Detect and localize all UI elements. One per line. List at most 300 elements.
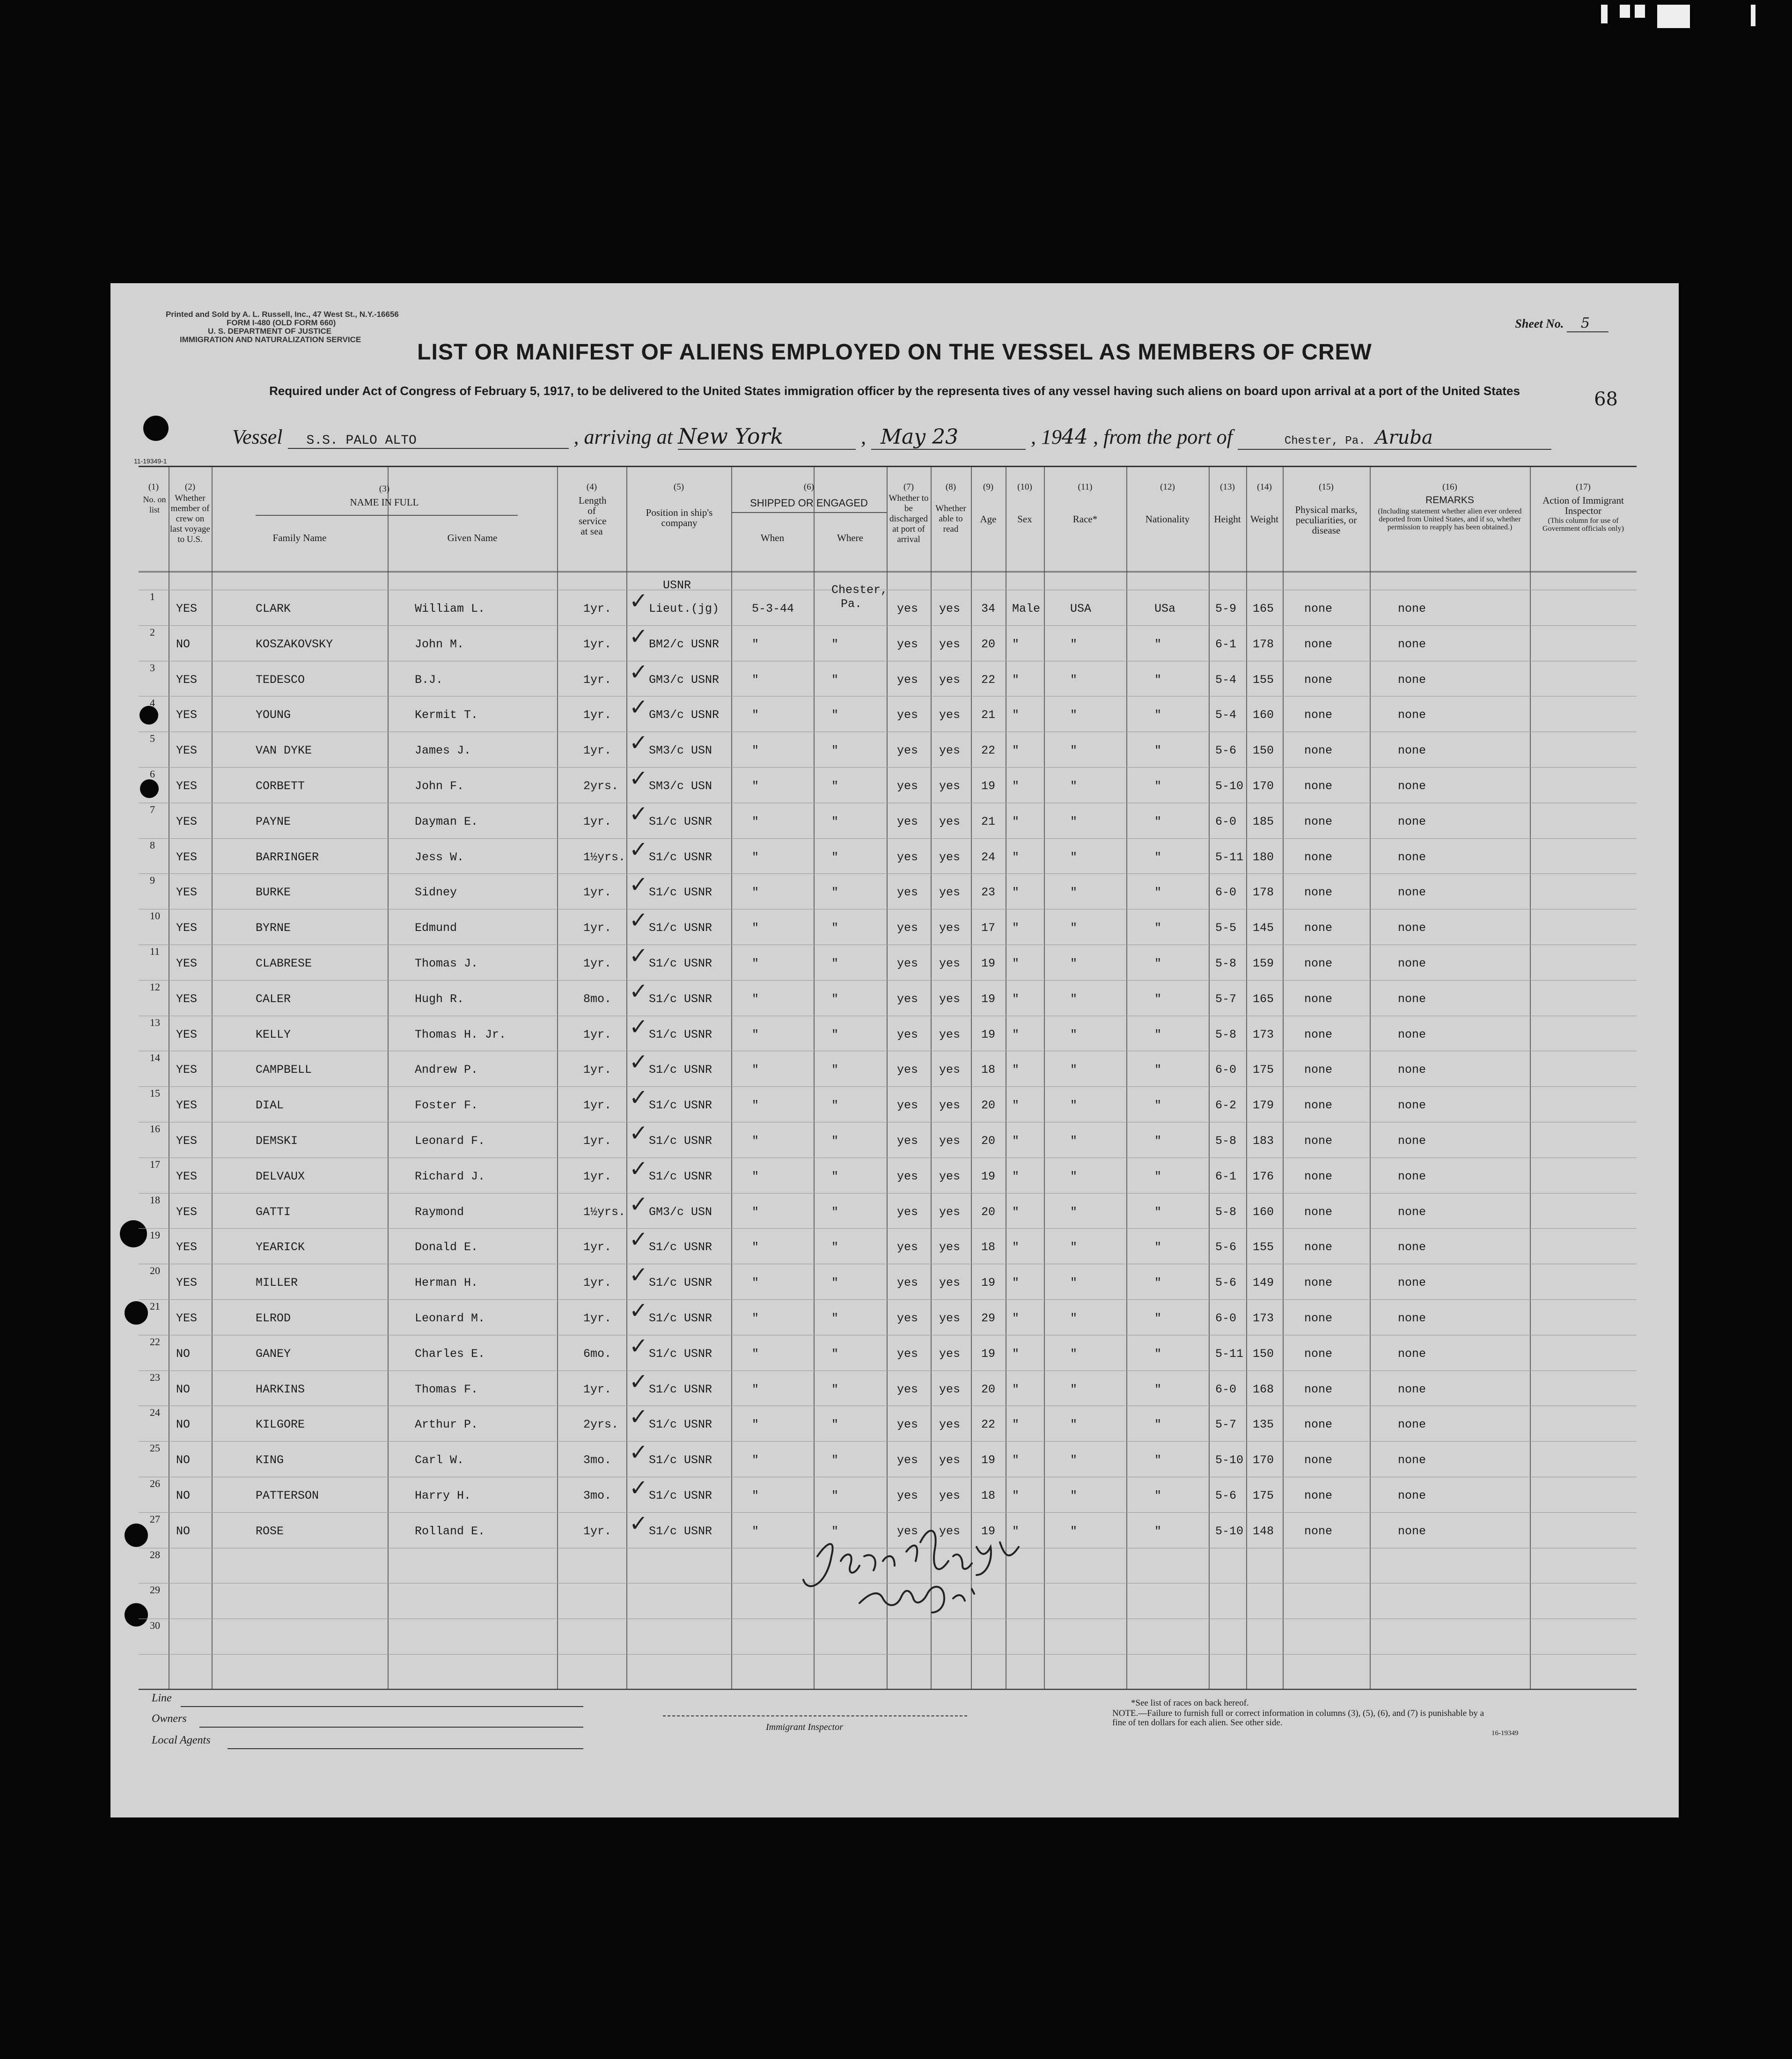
race-cell: " (1070, 1240, 1078, 1254)
manifest-page (110, 283, 1679, 1817)
remarks-cell: none (1398, 1169, 1426, 1183)
given-name-cell: Leonard M. (415, 1312, 485, 1325)
arriving-label: , arriving at (573, 425, 673, 448)
discharge-cell: yes (897, 1489, 918, 1502)
service-cell: 1yr. (583, 921, 612, 935)
row-number: 14 (150, 1052, 160, 1064)
inspector-label: Immigrant Inspector (766, 1722, 843, 1732)
checkmark-icon: ✓ (629, 836, 648, 863)
marks-cell: none (1304, 779, 1333, 793)
col5-label: Position in ship's company (646, 507, 713, 528)
shipped-when-cell: " (752, 957, 759, 970)
race-cell: " (1070, 637, 1078, 651)
vessel-line: Vessel S.S. PALO ALTO , arriving at New York , May 23 , 1944 , from the port of Chester, Pa. Aruba (232, 424, 1551, 450)
race-cell: " (1070, 1418, 1078, 1432)
race-cell: " (1070, 957, 1078, 970)
shipped-where-cell: " (831, 744, 839, 758)
age-cell: 20 (981, 1382, 996, 1396)
prev-cell: NO (176, 1524, 191, 1538)
row-number: 7 (150, 803, 155, 815)
prev-cell: YES (176, 708, 198, 722)
race-cell: " (1070, 886, 1078, 900)
row-number: 16 (150, 1123, 160, 1135)
height-cell: 5-4 (1215, 673, 1237, 687)
family-name-cell: ROSE (256, 1524, 284, 1538)
arriving-value: New York (678, 424, 856, 450)
nationality-cell: " (1154, 1240, 1162, 1254)
prev-cell: NO (176, 1453, 191, 1467)
col8-label: Whether able to read (935, 504, 966, 534)
nationality-cell: " (1154, 1418, 1162, 1432)
discharge-cell: yes (897, 850, 918, 864)
remarks-cell: none (1398, 1453, 1426, 1467)
col4-num: (4) (586, 482, 597, 492)
family-name-cell: DELVAUX (256, 1169, 305, 1183)
family-name-cell: DIAL (256, 1099, 284, 1113)
height-cell: 5-8 (1215, 957, 1237, 970)
marks-cell: none (1304, 1205, 1333, 1219)
weight-cell: 155 (1253, 673, 1274, 687)
read-cell: yes (939, 602, 961, 616)
sex-cell: " (1012, 814, 1020, 828)
prev-cell: YES (176, 957, 198, 970)
scan-mark-3 (1635, 5, 1645, 18)
sex-cell: " (1012, 1453, 1020, 1467)
shipped-when-cell: " (752, 708, 759, 722)
height-cell: 6-0 (1215, 886, 1237, 900)
shipped-when-cell: " (752, 1027, 759, 1041)
prev-cell: NO (176, 1489, 191, 1502)
given-name-cell: Charles E. (415, 1347, 485, 1361)
discharge-cell: yes (897, 957, 918, 970)
checkmark-icon: ✓ (629, 1510, 648, 1537)
marks-cell: none (1304, 1489, 1333, 1502)
discharge-cell: yes (897, 992, 918, 1006)
age-cell: 23 (981, 886, 996, 900)
shipped-when-cell: " (752, 1453, 759, 1467)
checkmark-icon: ✓ (629, 730, 648, 756)
read-cell: yes (939, 814, 961, 828)
read-cell: yes (939, 1382, 961, 1396)
discharge-cell: yes (897, 1169, 918, 1183)
sex-cell: " (1012, 957, 1020, 970)
shipped-where-cell: " (831, 637, 839, 651)
height-cell: 5-4 (1215, 708, 1237, 722)
remarks-cell: none (1398, 886, 1426, 900)
age-cell: 19 (981, 1169, 996, 1183)
manifest-subtitle: Required under Act of Congress of February 5, 1917, to be delivered to the United States immigration officer by the representa tives of any vessel having such aliens on board upon arrival at a port of the United States (269, 384, 1520, 398)
remarks-cell: none (1398, 1240, 1426, 1254)
col16-num: (16) (1442, 482, 1457, 492)
col15-num: (15) (1319, 482, 1334, 492)
family-name-cell: GATTI (256, 1205, 291, 1219)
given-name-cell: Carl W. (415, 1453, 464, 1467)
nationality-cell: " (1154, 673, 1162, 687)
remarks-cell: none (1398, 637, 1426, 651)
read-cell: yes (939, 1169, 961, 1183)
service-cell: 1yr. (583, 814, 612, 828)
shipped-where-cell: " (831, 814, 839, 828)
family-name-cell: KOSZAKOVSKY (256, 637, 333, 651)
col15-label: Physical marks, peculiarities, or disease (1295, 504, 1358, 536)
remarks-cell: none (1398, 814, 1426, 828)
read-cell: yes (939, 779, 961, 793)
marks-cell: none (1304, 1276, 1333, 1290)
given-name-cell: John F. (415, 779, 464, 793)
form-code: 11-19349-1 (134, 457, 167, 465)
weight-cell: 176 (1253, 1169, 1274, 1183)
family-name-cell: VAN DYKE (256, 744, 312, 758)
race-cell: " (1070, 1347, 1078, 1361)
prev-cell: YES (176, 814, 198, 828)
position-cell: S1/c USNR (649, 1063, 712, 1077)
sex-cell: " (1012, 850, 1020, 864)
height-cell: 5-5 (1215, 921, 1237, 935)
checkmark-icon: ✓ (629, 943, 648, 969)
marks-cell: none (1304, 992, 1333, 1006)
row-number: 27 (150, 1513, 160, 1525)
shipped-when-cell: " (752, 1312, 759, 1325)
date-value: May 23 (871, 425, 1026, 450)
port-handwritten: Aruba (1375, 427, 1433, 448)
crew-table (139, 466, 1637, 1690)
from-label: , from the port of (1093, 425, 1233, 448)
position-cell: BM2/c USNR (649, 637, 720, 651)
form-number: FORM I-480 (OLD FORM 660) (227, 318, 336, 327)
col6-num: (6) (803, 482, 815, 492)
sex-cell: " (1012, 1276, 1020, 1290)
sex-cell: " (1012, 1489, 1020, 1502)
discharge-cell: yes (897, 1382, 918, 1396)
read-cell: yes (939, 1453, 961, 1467)
given-name-cell: Richard J. (415, 1169, 485, 1183)
read-cell: yes (939, 673, 961, 687)
position-cell: S1/c USNR (649, 1418, 712, 1432)
prev-cell: YES (176, 673, 198, 687)
given-name-cell: B.J. (415, 673, 443, 687)
given-name-cell: Foster F. (415, 1099, 478, 1113)
service-cell: 1yr. (583, 1063, 612, 1077)
weight-cell: 150 (1253, 744, 1274, 758)
row-number: 28 (150, 1548, 160, 1561)
col2-num: (2) (184, 482, 196, 492)
sex-cell: " (1012, 1205, 1020, 1219)
given-name-cell: Rolland E. (415, 1524, 485, 1538)
col6-label: SHIPPED OR ENGAGED (750, 497, 868, 509)
family-name-cell: TEDESCO (256, 673, 305, 687)
checkmark-icon: ✓ (629, 907, 648, 934)
marks-cell: none (1304, 814, 1333, 828)
given-name-cell: Sidney (415, 886, 457, 900)
race-cell: " (1070, 673, 1078, 687)
height-cell: 6-1 (1215, 637, 1237, 651)
sex-cell: " (1012, 886, 1020, 900)
remarks-cell: none (1398, 1205, 1426, 1219)
row-number: 26 (150, 1478, 160, 1489)
marks-cell: none (1304, 1418, 1333, 1432)
shipped-where-cell: " (831, 1205, 839, 1219)
shipped-where-cell: " (831, 1027, 839, 1041)
checkmark-icon: ✓ (629, 1191, 648, 1217)
row-number: 12 (150, 981, 160, 993)
read-cell: yes (939, 1418, 961, 1432)
footer-owners-label: Owners (152, 1713, 187, 1725)
given-name-cell: Raymond (415, 1205, 464, 1219)
service-cell: 1yr. (583, 1169, 612, 1183)
weight-cell: 168 (1253, 1382, 1274, 1396)
given-name-cell: Edmund (415, 921, 457, 935)
nationality-cell: " (1154, 1453, 1162, 1467)
marks-cell: none (1304, 1524, 1333, 1538)
family-name-cell: CLABRESE (256, 957, 312, 970)
race-cell: " (1070, 1276, 1078, 1290)
service-cell: 1yr. (583, 957, 612, 970)
sex-cell: " (1012, 1099, 1020, 1113)
discharge-cell: yes (897, 1063, 918, 1077)
position-cell: S1/c USNR (649, 1524, 712, 1538)
age-cell: 21 (981, 814, 996, 828)
age-cell: 29 (981, 1312, 996, 1325)
col6-when-label: When (760, 532, 785, 543)
weight-cell: 185 (1253, 814, 1274, 828)
age-cell: 20 (981, 1099, 996, 1113)
shipped-where-cell: " (831, 1453, 839, 1467)
row-number: 30 (150, 1619, 160, 1632)
signature-scribble (799, 1524, 1061, 1627)
given-name-cell: William L. (415, 602, 485, 616)
nationality-cell: " (1154, 1312, 1162, 1325)
race-cell: " (1070, 1205, 1078, 1219)
checkmark-icon: ✓ (629, 1120, 648, 1146)
nationality-cell: " (1154, 744, 1162, 758)
col5-num: (5) (673, 482, 684, 492)
checkmark-icon: ✓ (629, 1155, 648, 1182)
nationality-cell: " (1154, 1099, 1162, 1113)
prev-cell: YES (176, 992, 198, 1006)
sex-cell: " (1012, 637, 1020, 651)
footer-form-code: 16-19349 (1491, 1729, 1519, 1737)
remarks-cell: none (1398, 602, 1426, 616)
height-cell: 5-6 (1215, 1276, 1237, 1290)
checkmark-icon: ✓ (629, 872, 648, 898)
shipped-when-cell: " (752, 992, 759, 1006)
row-number: 8 (150, 839, 155, 851)
col17-num: (17) (1576, 482, 1591, 492)
sheet-value: 5 (1567, 315, 1608, 332)
position-cell: S1/c USNR (649, 1240, 712, 1254)
position-cell: S1/c USNR (649, 1276, 712, 1290)
discharge-cell: yes (897, 708, 918, 722)
sheet-label: Sheet No. (1515, 317, 1564, 330)
discharge-cell: yes (897, 1099, 918, 1113)
nationality-cell: " (1154, 1489, 1162, 1502)
service-cell: 6mo. (583, 1347, 612, 1361)
col3-given-label: Given Name (447, 532, 498, 543)
read-cell: yes (939, 744, 961, 758)
height-cell: 5-6 (1215, 1240, 1237, 1254)
remarks-cell: none (1398, 957, 1426, 970)
read-cell: yes (939, 1063, 961, 1077)
race-cell: " (1070, 1169, 1078, 1183)
position-cell: SM3/c USN (649, 744, 712, 758)
read-cell: yes (939, 1027, 961, 1041)
discharge-cell: yes (897, 779, 918, 793)
col3-family-label: Family Name (272, 532, 327, 543)
position-cell: S1/c USNR (649, 1347, 712, 1361)
punch-hole (143, 416, 169, 441)
sex-cell: " (1012, 1418, 1020, 1432)
marks-cell: none (1304, 708, 1333, 722)
department-line: U. S. DEPARTMENT OF JUSTICE (208, 327, 332, 336)
given-name-cell: Harry H. (415, 1489, 471, 1502)
col7-label: Whether to be discharged at port of arrival (889, 493, 929, 544)
nationality-cell: " (1154, 1382, 1162, 1396)
col3-label: NAME IN FULL (350, 497, 419, 508)
remarks-cell: none (1398, 708, 1426, 722)
marks-cell: none (1304, 921, 1333, 935)
age-cell: 20 (981, 1134, 996, 1148)
position-cell: S1/c USNR (649, 921, 712, 935)
sex-cell: " (1012, 779, 1020, 793)
shipped-when-cell: " (752, 1347, 759, 1361)
shipped-where-cell: " (831, 1063, 839, 1077)
shipped-when-cell: " (752, 673, 759, 687)
shipped-when-cell: 5-3-44 (752, 602, 794, 616)
col17-label: Action of Immigrant Inspector (1542, 495, 1624, 516)
read-cell: yes (939, 1099, 961, 1113)
service-cell: 1yr. (583, 1276, 612, 1290)
scan-mark-1 (1601, 5, 1608, 23)
remarks-cell: none (1398, 779, 1426, 793)
height-cell: 5-7 (1215, 1418, 1237, 1432)
shipped-where-cell: " (831, 673, 839, 687)
given-name-cell: Herman H. (415, 1276, 478, 1290)
row-number: 18 (150, 1194, 160, 1206)
scan-mark-5 (1751, 5, 1755, 26)
service-cell: 1yr. (583, 1240, 612, 1254)
service-cell: 1yr. (583, 1027, 612, 1041)
shipped-where-cell: " (831, 1134, 839, 1148)
height-cell: 5-10 (1215, 1453, 1244, 1467)
shipped-where-cell: " (831, 1418, 839, 1432)
row-number: 5 (150, 733, 155, 745)
nationality-cell: " (1154, 1205, 1162, 1219)
position-cell: S1/c USNR (649, 886, 712, 900)
height-cell: 6-2 (1215, 1099, 1237, 1113)
sex-cell: " (1012, 1347, 1020, 1361)
sex-cell: " (1012, 1169, 1020, 1183)
position-cell: S1/c USNR (649, 1134, 712, 1148)
race-cell: " (1070, 1524, 1078, 1538)
race-cell: " (1070, 1453, 1078, 1467)
service-cell: 1yr. (583, 1524, 612, 1538)
read-cell: yes (939, 1205, 961, 1219)
col11-num: (11) (1078, 482, 1093, 492)
age-cell: 19 (981, 779, 996, 793)
position-cell: S1/c USNR (649, 850, 712, 864)
race-cell: " (1070, 779, 1078, 793)
position-cell: S1/c USNR (649, 957, 712, 970)
footer-line-label: Line (152, 1692, 172, 1704)
height-cell: 5-10 (1215, 1524, 1244, 1538)
shipped-when-cell: " (752, 850, 759, 864)
age-cell: 21 (981, 708, 996, 722)
position-cell: S1/c USNR (649, 814, 712, 828)
height-cell: 5-8 (1215, 1134, 1237, 1148)
remarks-cell: none (1398, 1276, 1426, 1290)
nationality-cell: " (1154, 637, 1162, 651)
scan-mark-2 (1620, 5, 1630, 18)
race-cell: " (1070, 708, 1078, 722)
shipped-where-cell: " (831, 1489, 839, 1502)
marks-cell: none (1304, 1240, 1333, 1254)
prev-cell: YES (176, 850, 198, 864)
age-cell: 20 (981, 637, 996, 651)
family-name-cell: DEMSKI (256, 1134, 298, 1148)
checkmark-icon: ✓ (629, 765, 648, 791)
read-cell: yes (939, 708, 961, 722)
service-cell: 1yr. (583, 1134, 612, 1148)
marks-cell: none (1304, 1099, 1333, 1113)
checkmark-icon: ✓ (629, 588, 648, 614)
shipped-when-cell: " (752, 1169, 759, 1183)
race-cell: " (1070, 1312, 1078, 1325)
height-cell: 5-7 (1215, 992, 1237, 1006)
read-cell: yes (939, 992, 961, 1006)
shipped-where-cell: " (831, 708, 839, 722)
position-cell: S1/c USNR (649, 1453, 712, 1467)
remarks-cell: none (1398, 744, 1426, 758)
discharge-cell: yes (897, 921, 918, 935)
position-cell: GM3/c USNR (649, 673, 720, 687)
weight-cell: 145 (1253, 921, 1274, 935)
age-cell: 19 (981, 1276, 996, 1290)
sex-cell: " (1012, 921, 1020, 935)
service-cell: 1½yrs. (583, 1205, 626, 1219)
height-cell: 5-10 (1215, 779, 1244, 793)
weight-cell: 159 (1253, 957, 1274, 970)
nationality-cell: " (1154, 779, 1162, 793)
position-cell: SM3/c USN (649, 779, 712, 793)
col16-sub: (Including statement whether alien ever ordered deported from United States, and if so, whether permission to reapply has been obtained.) (1378, 507, 1522, 531)
shipped-when-cell: " (752, 921, 759, 935)
checkmark-icon: ✓ (629, 623, 648, 650)
weight-cell: 178 (1253, 637, 1274, 651)
weight-cell: 179 (1253, 1099, 1274, 1113)
shipped-where-cell: " (831, 921, 839, 935)
read-cell: yes (939, 1240, 961, 1254)
family-name-cell: PATTERSON (256, 1489, 319, 1502)
race-cell: " (1070, 1489, 1078, 1502)
col6-where-label: Where (837, 532, 863, 543)
position-cell: S1/c USNR (649, 1312, 712, 1325)
position-branch-cell: USNR (663, 579, 691, 592)
row-number: 17 (150, 1158, 160, 1170)
shipped-where-cell: " (831, 1347, 839, 1361)
shipped-where-cell: " (831, 992, 839, 1006)
vessel-value: S.S. PALO ALTO (288, 433, 569, 449)
footer-agents-label: Local Agents (152, 1734, 211, 1746)
discharge-cell: yes (897, 744, 918, 758)
nationality-cell: " (1154, 921, 1162, 935)
remarks-cell: none (1398, 921, 1426, 935)
given-name-cell: Thomas F. (415, 1382, 478, 1396)
checkmark-icon: ✓ (629, 978, 648, 1004)
service-cell: 1yr. (583, 1382, 612, 1396)
weight-cell: 160 (1253, 708, 1274, 722)
read-cell: yes (939, 1134, 961, 1148)
checkmark-icon: ✓ (629, 659, 648, 685)
